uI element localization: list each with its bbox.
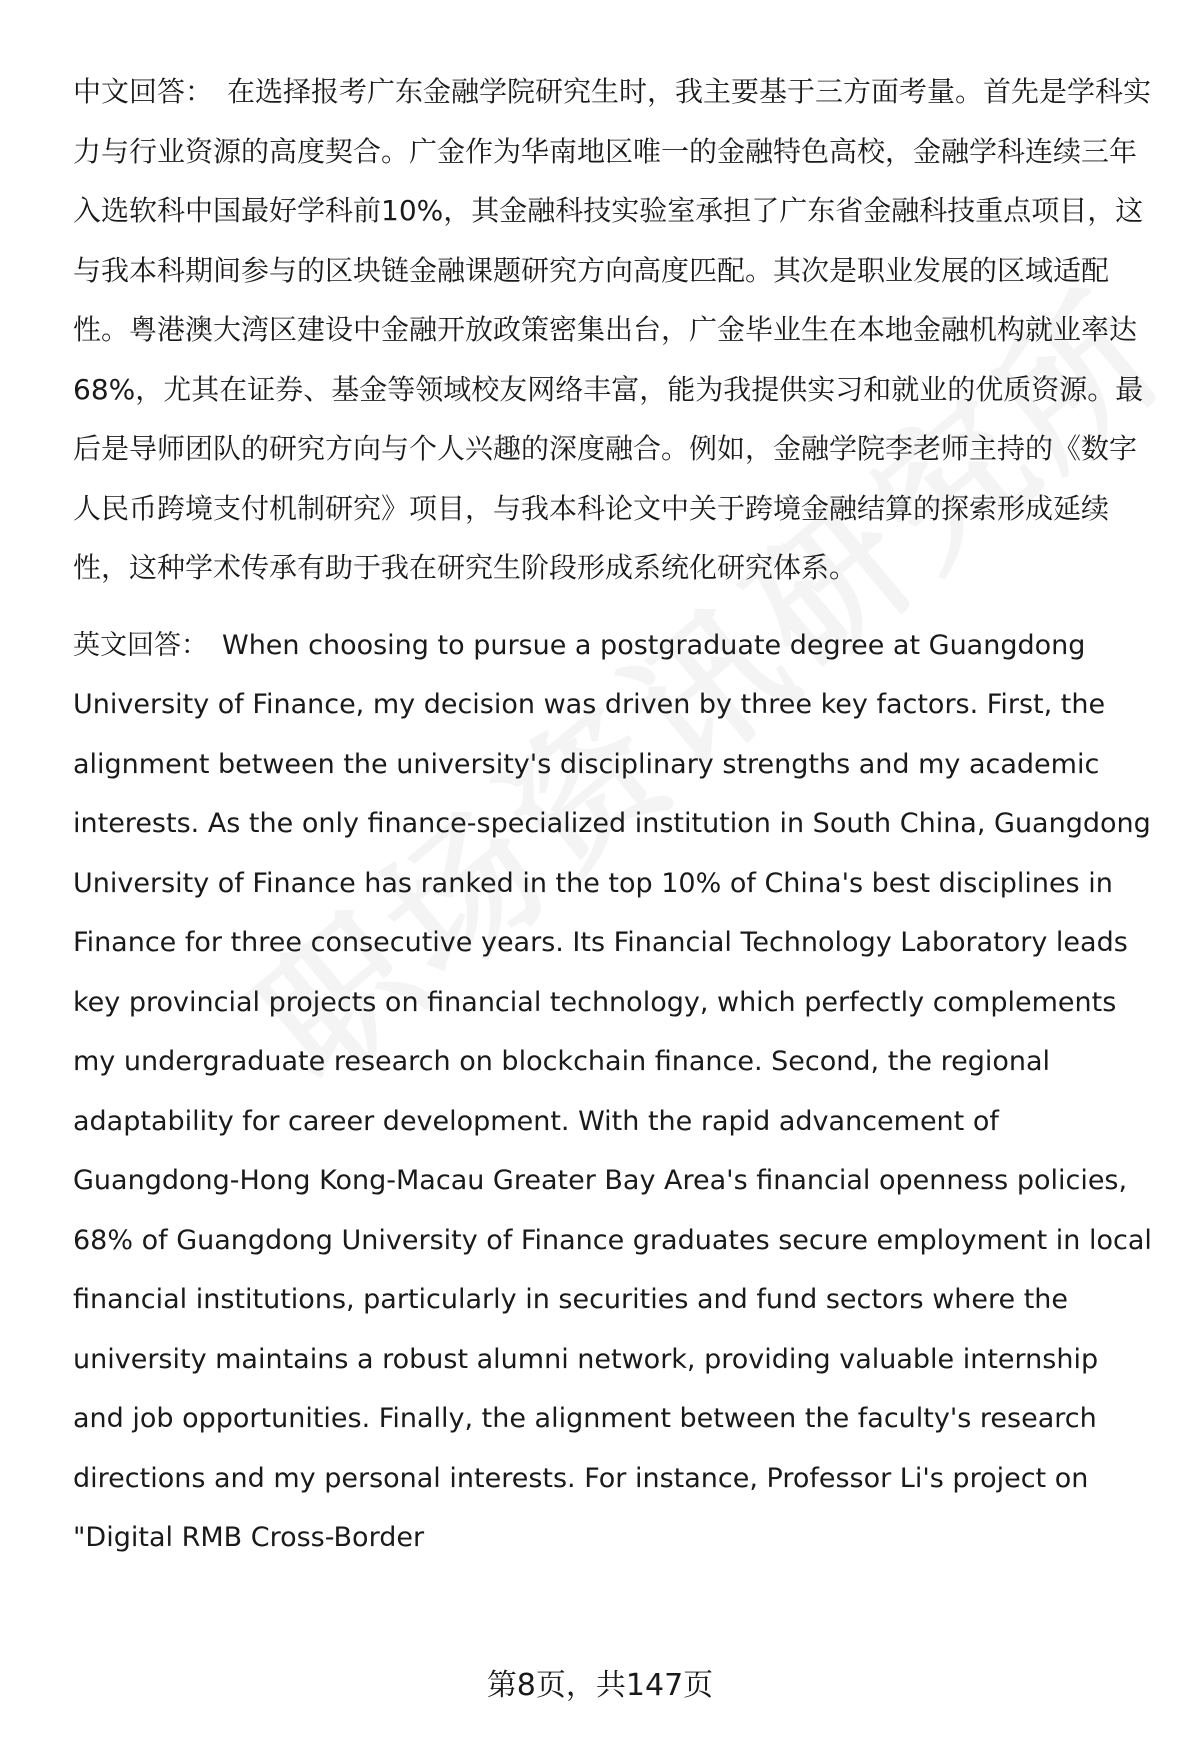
chinese-answer-paragraph (73, 62, 1153, 598)
english-answer-text: When choosing to pursue a postgraduate degree at Guangdong University of Finance, my decision was driven by three key factors. First, the alignment between the university's disciplinary strengths and my academic interests. As the only finance-specialized institution in South China, Guangdong University of Finance has ranked in the top 10% of China's best disciplines in Finance for three consecutive years. Its Financial Technology Laboratory leads key provincial projects on financial technology, which perfectly complements my undergraduate research on blockchain finance. Second, the regional adaptability for career development. With the rapid advancement of Guangdong-Hong Kong-Macau Greater Bay Area's financial openness policies, 68% of Guangdong University of Finance graduates secure employment in local financial institutions, particularly in securities and fund sectors where the university maintains a robust alumni network, providing valuable internship and job opportunities. Finally, the alignment between the faculty's research directions and my personal interests. For instance, Professor Li's project on "Digital RMB Cross-Border (73, 629, 1152, 1553)
chinese-answer-label: 中文回答： (73, 75, 214, 108)
page-footer: 第8页，共147页 (486, 1668, 714, 1703)
english-answer-label: 英文回答： (73, 629, 208, 661)
document-body (73, 62, 1153, 1568)
chinese-answer-text: 在选择报考广东金融学院研究生时，我主要基于三方面考量。首先是学科实力与行业资源的高度契合。广金作为华南地区唯一的金融特色高校，金融学科连续三年入选软科中国最好学科前10%，其金融科技实验室承担了广东省金融科技重点项目，这与我本科期间参与的区块链金融课题研究方向高度匹配。其次是职业发展的区域适配性。粤港澳大湾区建设中金融开放政策密集出台，广金毕业生在本地金融机构就业率达68%，尤其在证券、基金等领域校友网络丰富，能为我提供实习和就业的优质资源。最后是导师团队的研究方向与个人兴趣的深度融合。例如，金融学院李老师主持的《数字人民币跨境支付机制研究》项目，与我本科论文中关于跨境金融结算的探索形成延续性，这种学术传承有助于我在研究生阶段形成系统化研究体系。 (73, 75, 1152, 584)
english-answer-paragraph (73, 616, 1153, 1568)
